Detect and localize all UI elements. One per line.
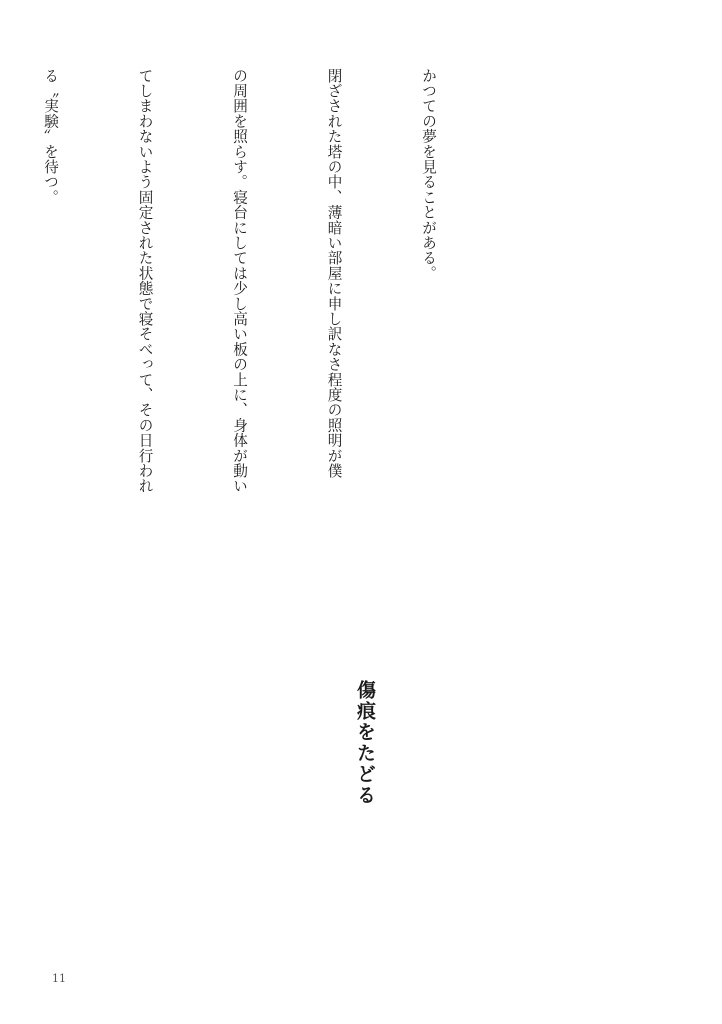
chapter-title: 傷痕をたどる (354, 680, 376, 806)
body-text (0, 68, 507, 494)
body-line: てしまわないよう固定された状態で寝そべって、その日行われ (136, 68, 154, 494)
body-line: かつての夢を見ることがある。 (420, 68, 437, 281)
page-number: 11 (52, 972, 66, 985)
body-line: 閉ざされた塔の中、薄暗い部屋に申し訳なさ程度の照明が僕 (325, 68, 343, 479)
body-line: の周囲を照らす。寝台にしては少し高い板の上に、身体が動い (231, 68, 248, 494)
body-line: る〝実験〟を待つ。 (42, 68, 59, 205)
